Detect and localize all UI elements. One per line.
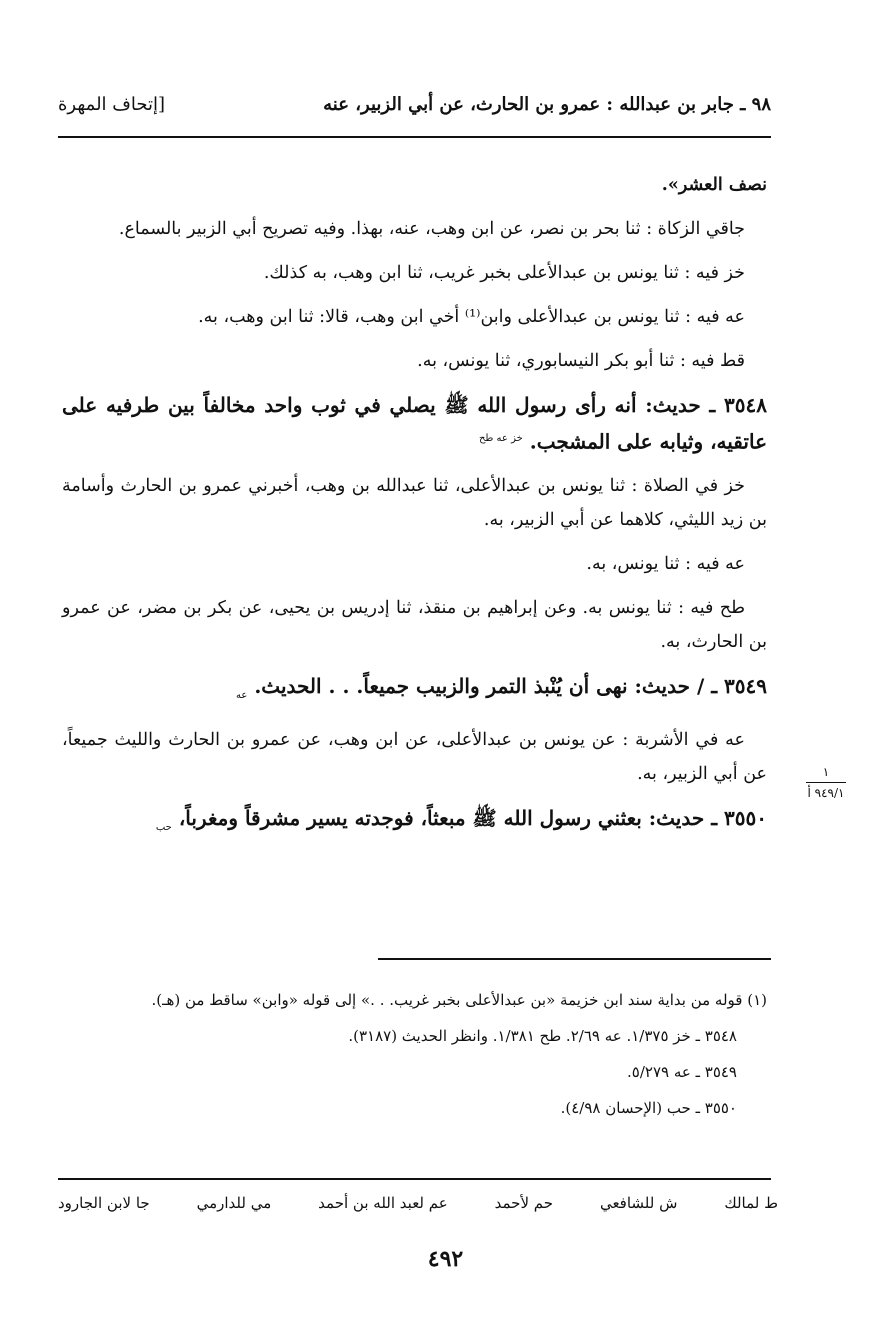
chapter-title: ٩٨ ـ جابر بن عبدالله : عمرو بن الحارث، عن أبي الزبير، عنه: [323, 93, 771, 115]
abbreviation-item: ط لمالك: [724, 1194, 778, 1212]
footnote: ٣٥٥٠ ـ حب (الإحسان ٤/٩٨).: [560, 1099, 737, 1117]
margin-note-top: ١: [822, 765, 830, 779]
footnotes: [62, 985, 767, 1129]
main-text: [62, 168, 767, 855]
margin-note: [800, 764, 852, 801]
book-title: [إتحاف المهرة: [58, 93, 166, 115]
hadith-sigla: حب: [155, 821, 172, 833]
abbreviation-item: مي للدارمي: [196, 1194, 272, 1212]
footnote-rule: [378, 958, 771, 960]
hadith-text: ٣٥٤٨ ـ حديث: أنه رأى رسول الله ﷺ يصلي في ثوب واحد مخالفاً بين طرفيه على عاتقيه، وثيابه على المشجب.: [62, 393, 767, 454]
page-number: ٤٩٢: [427, 1246, 464, 1272]
footnote: ٣٥٤٨ ـ خز ١/٣٧٥. عه ٢/٦٩. طح ١/٣٨١. وانظر الحديث (٣١٨٧).: [348, 1027, 737, 1045]
abbreviation-rule: [58, 1178, 771, 1180]
text-paragraph: عه فيه : ثنا يونس بن عبدالأعلى وابن⁽¹⁾ أخي ابن وهب، قالا: ثنا ابن وهب، به.: [198, 307, 745, 327]
running-header: [58, 88, 771, 120]
hadith-text: ٣٥٥٠ ـ حديث: بعثني رسول الله ﷺ مبعثاً، فوجدته يسير مشرقاً ومغرباً،: [178, 805, 767, 830]
text-paragraph: جاقي الزكاة : ثنا بحر بن نصر، عن ابن وهب، عنه، بهذا. وفيه تصريح أبي الزبير بالسماع.: [118, 219, 745, 239]
footnote: (١) قوله من بداية سند ابن خزيمة «بن عبدالأعلى بخبر غريب. . .» إلى قوله «وابن» ساقط من (هـ).: [151, 991, 767, 1009]
hadith-3548: [62, 388, 767, 459]
footnote: ٣٥٤٩ ـ عه ٥/٢٧٩.: [627, 1063, 737, 1081]
margin-note-bottom: ٩٤٩/١ أ: [807, 786, 845, 800]
header-rule: [58, 136, 771, 138]
abbreviation-item: ش للشافعي: [599, 1194, 678, 1212]
text-paragraph: عه فيه : ثنا يونس، به.: [586, 553, 745, 574]
hadith-sigla: عه: [236, 689, 248, 701]
abbreviation-item: جا لابن الجارود: [58, 1194, 150, 1212]
text-paragraph: عه في الأشربة : عن يونس بن عبدالأعلى، عن ابن وهب، عن عمرو بن الحارث والليث جميعاً، عن أبي الزبير، به.: [62, 729, 767, 784]
abbreviation-item: حم لأحمد: [494, 1194, 554, 1212]
text-paragraph: خز في الصلاة : ثنا يونس بن عبدالأعلى، ثنا عبدالله بن وهب، أخبرني عمرو بن الحارث وأسامة بن زيد الليثي، كلاهما عن أبي الزبير، به.: [62, 475, 767, 530]
hadith-sigla: خز عه طح: [478, 433, 523, 444]
hadith-3549: [62, 669, 767, 713]
text-paragraph: طح فيه : ثنا يونس به. وعن إبراهيم بن منقذ، ثنا إدريس بن يحيى، عن بكر بن مضر، عن عمرو بن الحارث، به.: [62, 597, 767, 652]
text-paragraph: خز فيه : ثنا يونس بن عبدالأعلى بخبر غريب، ثنا ابن وهب، به كذلك.: [263, 263, 745, 283]
hadith-3550: [62, 801, 767, 845]
hadith-text: ٣٥٤٩ ـ / حديث: نهى أن يُنْبذ التمر والزبيب جميعاً. . . الحديث.: [254, 673, 767, 698]
margin-note-line: [806, 782, 846, 783]
text-paragraph: نصف العشر».: [661, 175, 767, 195]
text-paragraph: قط فيه : ثنا أبو بكر النيسابوري، ثنا يونس، به.: [417, 351, 745, 371]
abbreviation-key: [58, 1194, 778, 1212]
abbreviation-item: عم لعبد الله بن أحمد: [318, 1194, 448, 1212]
